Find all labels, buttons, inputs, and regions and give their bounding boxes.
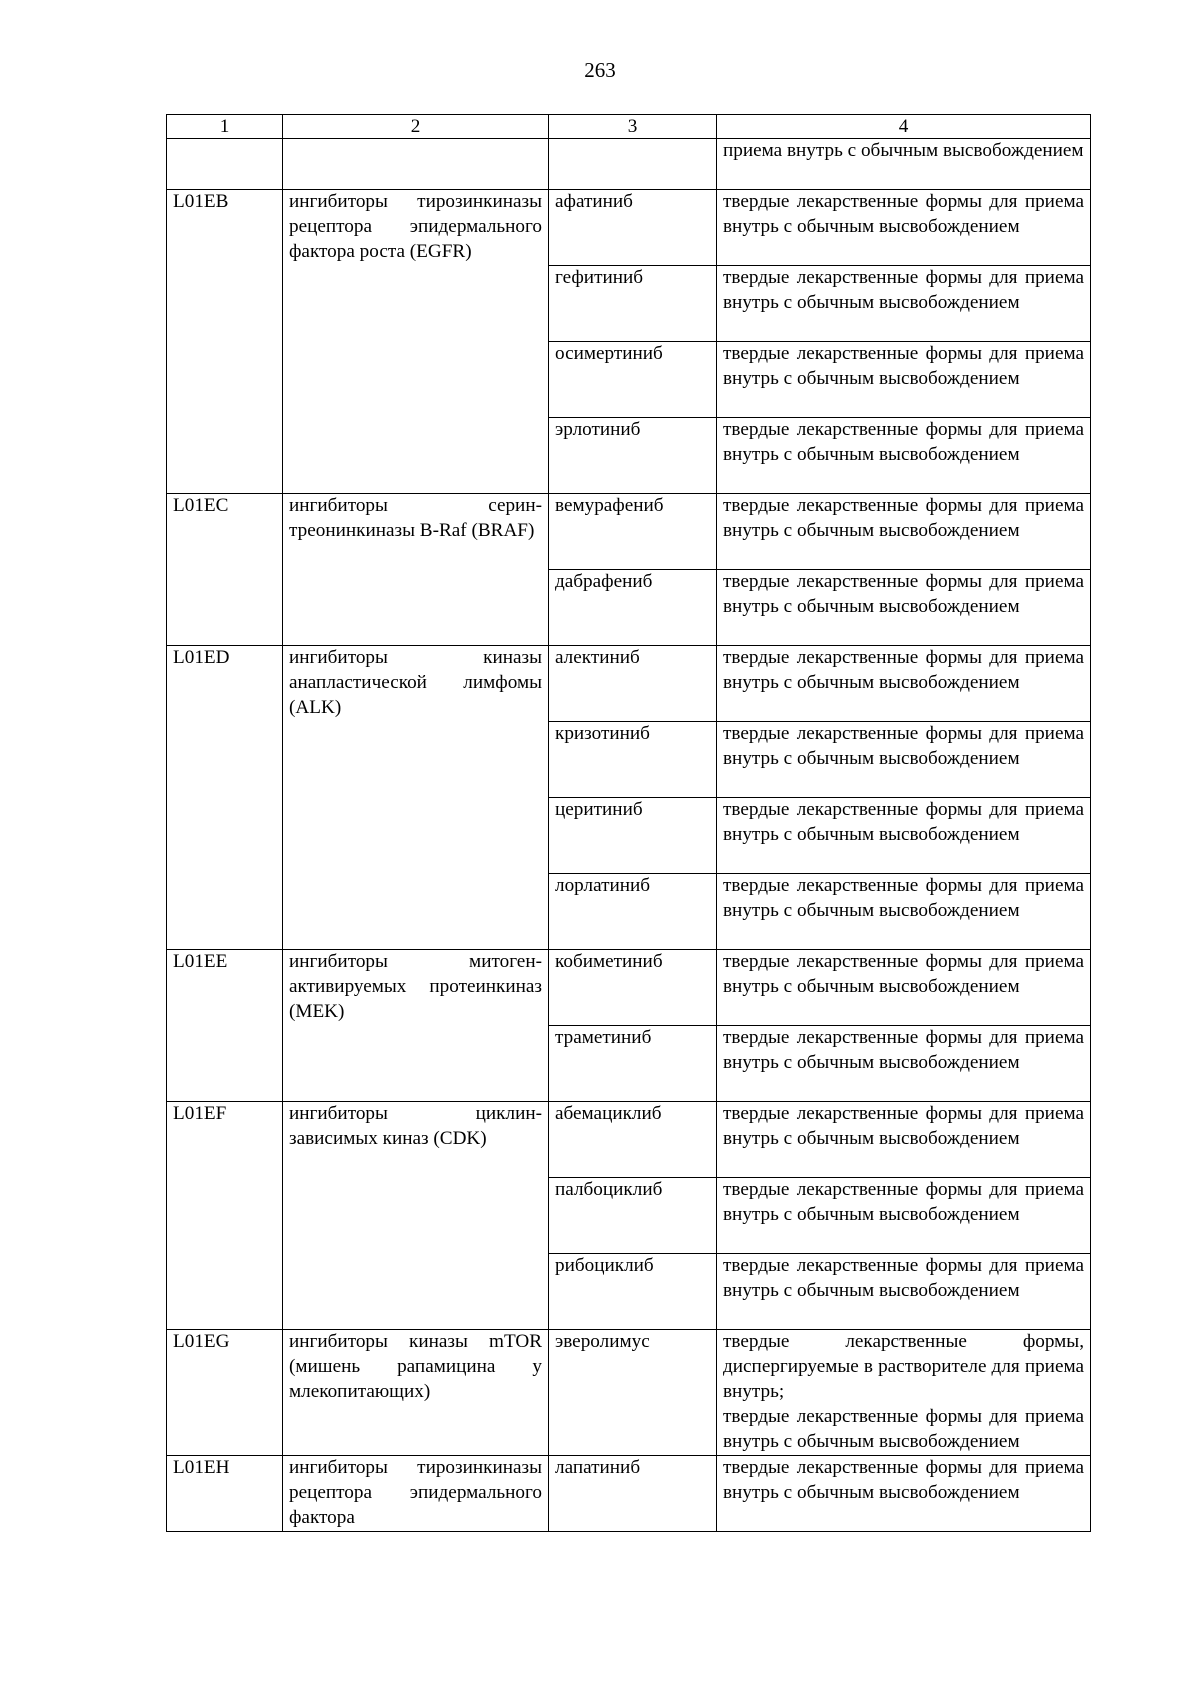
drug-name-cell: траметиниб xyxy=(549,1026,717,1102)
atc-code-cell: L01EF xyxy=(167,1102,283,1330)
drug-name-cell: эверолимус xyxy=(549,1330,717,1456)
atc-code-cell: L01EG xyxy=(167,1330,283,1456)
group-name-cell: ингибиторы тирозинкиназы рецептора эпидермального фактора роста (EGFR) xyxy=(283,190,549,494)
drug-name-cell: афатиниб xyxy=(549,190,717,266)
drug-row xyxy=(167,1456,1091,1532)
drug-name-cell: лапатиниб xyxy=(549,1456,717,1532)
drug-row xyxy=(167,950,1091,1026)
drug-name-cell: лорлатиниб xyxy=(549,874,717,950)
drug-row xyxy=(167,494,1091,570)
atc-code-cell: L01EC xyxy=(167,494,283,646)
dosage-form-cell: твердые лекарственные формы для приема внутрь с обычным высвобождением xyxy=(717,798,1091,874)
group-name-cell: ингибиторы митоген-активируемых протеинкиназ (MEK) xyxy=(283,950,549,1102)
dosage-form-cell xyxy=(717,1330,1091,1456)
drug-name-cell: алектиниб xyxy=(549,646,717,722)
dosage-form-cell: твердые лекарственные формы для приема внутрь с обычным высвобождением xyxy=(717,646,1091,722)
drug-name-cell: эрлотиниб xyxy=(549,418,717,494)
dosage-form-cell: твердые лекарственные формы для приема внутрь с обычным высвобождением xyxy=(717,1178,1091,1254)
group-name-cell: ингибиторы тирозинкиназы рецептора эпидермального фактора xyxy=(283,1456,549,1532)
atc-code-cell: L01EB xyxy=(167,190,283,494)
group-name-cell: ингибиторы циклин-зависимых киназ (CDK) xyxy=(283,1102,549,1330)
column-header-1: 1 xyxy=(167,115,283,139)
dosage-form-cell: твердые лекарственные формы для приема внутрь с обычным высвобождением xyxy=(717,342,1091,418)
drug-row xyxy=(167,1102,1091,1178)
group-name-cell: ингибиторы серин-треонинкиназы B-Raf (BRAF) xyxy=(283,494,549,646)
group-name-cell: ингибиторы киназы mTOR (мишень рапамицина у млекопитающих) xyxy=(283,1330,549,1456)
column-header-4: 4 xyxy=(717,115,1091,139)
group-name-cell: ингибиторы киназы анапластической лимфомы (ALK) xyxy=(283,646,549,950)
atc-code-cell: L01EE xyxy=(167,950,283,1102)
drug-name-cell: церитиниб xyxy=(549,798,717,874)
dosage-form-cell: твердые лекарственные формы для приема внутрь с обычным высвобождением xyxy=(717,190,1091,266)
dosage-form-cell: твердые лекарственные формы для приема внутрь с обычным высвобождением xyxy=(717,1456,1091,1532)
drug-row xyxy=(167,1330,1091,1456)
dosage-form-cell: твердые лекарственные формы для приема внутрь с обычным высвобождением xyxy=(717,1254,1091,1330)
dosage-form-cell: твердые лекарственные формы для приема внутрь с обычным высвобождением xyxy=(717,950,1091,1026)
drug-name-cell: дабрафениб xyxy=(549,570,717,646)
drug-name-cell: кобиметиниб xyxy=(549,950,717,1026)
column-header-3: 3 xyxy=(549,115,717,139)
continuation-drug-cell xyxy=(549,139,717,190)
continuation-row xyxy=(167,139,1091,190)
drug-name-cell: осимертиниб xyxy=(549,342,717,418)
drug-classification-table xyxy=(166,114,1091,1532)
column-header-2: 2 xyxy=(283,115,549,139)
continuation-group-cell xyxy=(283,139,549,190)
continuation-code-cell xyxy=(167,139,283,190)
dosage-form-text: твердые лекарственные формы, диспергируемые в растворителе для приема внутрь; xyxy=(723,1331,1084,1402)
dosage-form-cell: твердые лекарственные формы для приема внутрь с обычным высвобождением xyxy=(717,418,1091,494)
dosage-form-cell: твердые лекарственные формы для приема внутрь с обычным высвобождением xyxy=(717,570,1091,646)
continuation-form-cell: приема внутрь с обычным высвобождением xyxy=(717,139,1091,190)
drug-name-cell: гефитиниб xyxy=(549,266,717,342)
drug-name-cell: рибоциклиб xyxy=(549,1254,717,1330)
dosage-form-cell: твердые лекарственные формы для приема внутрь с обычным высвобождением xyxy=(717,266,1091,342)
drug-name-cell: абемациклиб xyxy=(549,1102,717,1178)
atc-code-cell: L01ED xyxy=(167,646,283,950)
header-row xyxy=(167,115,1091,139)
dosage-form-cell: твердые лекарственные формы для приема внутрь с обычным высвобождением xyxy=(717,874,1091,950)
drug-name-cell: вемурафениб xyxy=(549,494,717,570)
drug-row xyxy=(167,190,1091,266)
page-number: 263 xyxy=(584,58,616,82)
dosage-form-cell: твердые лекарственные формы для приема внутрь с обычным высвобождением xyxy=(717,722,1091,798)
dosage-form-cell: твердые лекарственные формы для приема внутрь с обычным высвобождением xyxy=(717,1102,1091,1178)
atc-code-cell: L01EH xyxy=(167,1456,283,1532)
dosage-form-text-extra: твердые лекарственные формы для приема внутрь с обычным высвобождением xyxy=(723,1405,1084,1452)
dosage-form-cell: твердые лекарственные формы для приема внутрь с обычным высвобождением xyxy=(717,494,1091,570)
drug-name-cell: палбоциклиб xyxy=(549,1178,717,1254)
drug-name-cell: кризотиниб xyxy=(549,722,717,798)
drug-row xyxy=(167,646,1091,722)
dosage-form-cell: твердые лекарственные формы для приема внутрь с обычным высвобождением xyxy=(717,1026,1091,1102)
